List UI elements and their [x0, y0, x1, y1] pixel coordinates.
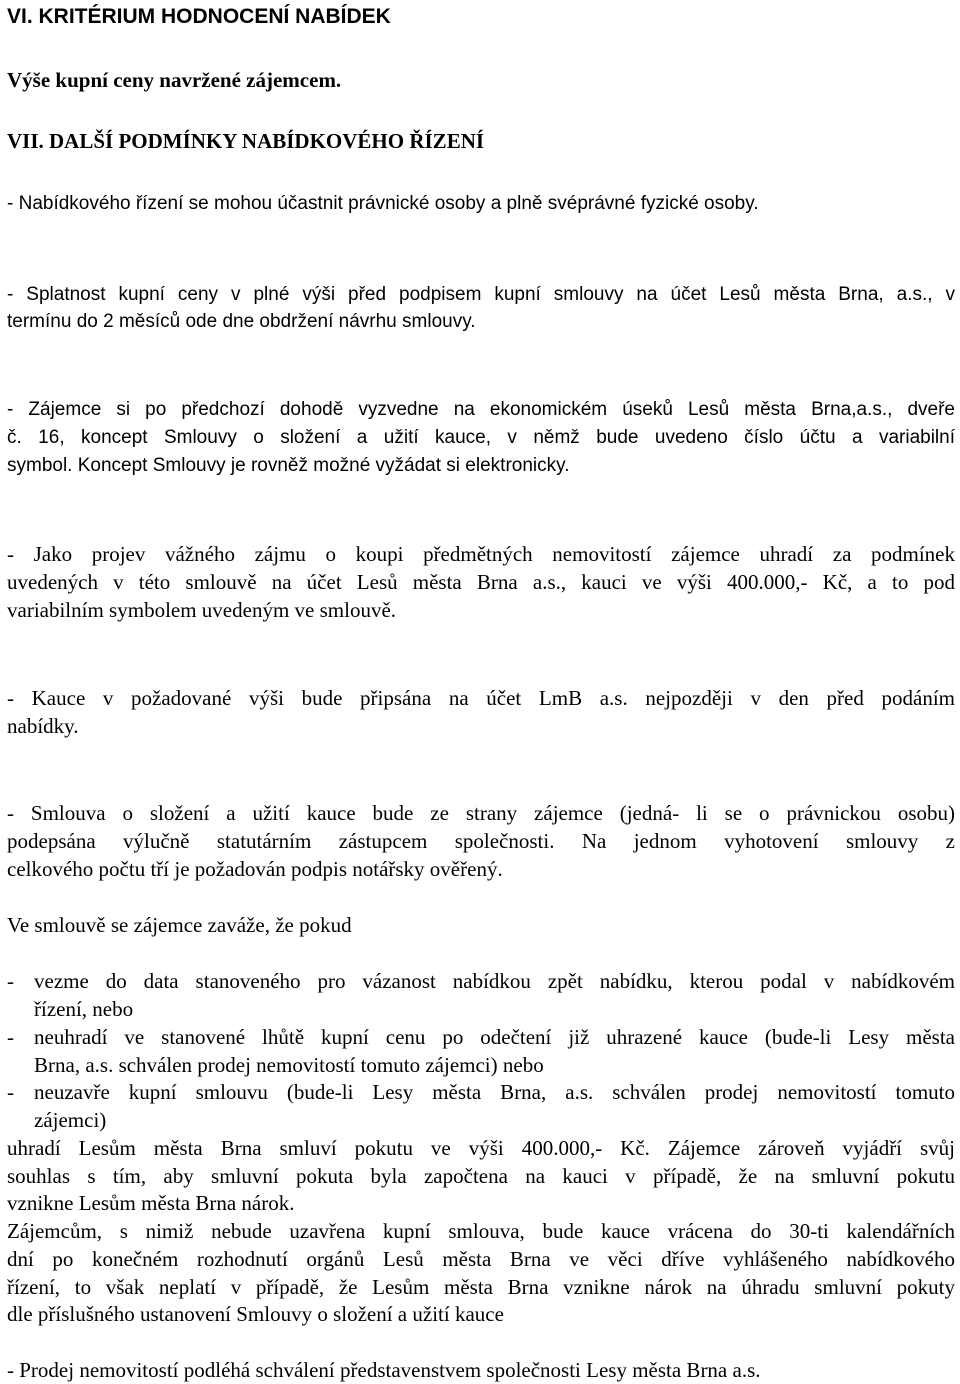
paragraph-refund-line: dle příslušného ustanovení Smlouvy o složení a užití kauce [7, 1302, 504, 1326]
bullet-item-no-contract-line: zájemci) [34, 1108, 107, 1132]
paragraph-refund-line: Zájemcům, s nimiž nebude uzavřena kupní smlouva, bude kauce vrácena do 30-ti kalendářních [7, 1219, 955, 1243]
bullet-item-nonpayment-line: neuhradí ve stanovené lhůtě kupní cenu po odečtení již uhrazené kauce (bude-li Lesy města [34, 1025, 955, 1049]
section-heading-vi: VI. KRITÉRIUM HODNOCENÍ NABÍDEK [7, 5, 391, 28]
paragraph-deposit-credit-line: - Kauce v požadované výši bude připsána na účet LmB a.s. nejpozději v den před podáním [7, 686, 955, 710]
bullet-dash: - [7, 1080, 14, 1104]
section-heading-vii: VII. DALŠÍ PODMÍNKY NABÍDKOVÉHO ŘÍZENÍ [7, 129, 485, 153]
bullet-item-nonpayment-line: Brna, a.s. schválen prodej nemovitostí tomuto zájemci) nebo [34, 1053, 544, 1077]
paragraph-deposit-credit-line: nabídky. [7, 714, 79, 738]
paragraph-penalty-line: uhradí Lesům města Brna smluví pokutu ve výši 400.000,- Kč. Zájemce zároveň vyjádří svůj [7, 1136, 955, 1160]
paragraph-penalty-line: vznikne Lesům města Brna nárok. [7, 1191, 295, 1215]
paragraph-penalty-line: souhlas s tím, aby smluvní pokuta byla započtena na kauci v případě, že na smluvní pokutu [7, 1164, 955, 1188]
paragraph-pickup-line: symbol. Koncept Smlouvy je rovněž možné vyžádat si elektronicky. [7, 455, 570, 476]
paragraph-contract-signing-line: - Smlouva o složení a užití kauce bude ze strany zájemce (jedná- li se o právnickou osobu) [7, 801, 955, 825]
bullet-item-no-contract-line: neuzavře kupní smlouvu (bude-li Lesy města Brna, a.s. schválen prodej nemovitostí tomuto [34, 1080, 955, 1104]
paragraph-deposit-line: uvedených v této smlouvě na účet Lesů města Brna a.s., kauci ve výši 400.000,- Kč, a to pod [7, 570, 955, 594]
paragraph-pickup-line: - Zájemce si po předchozí dohodě vyzvedne na ekonomickém úseků Lesů města Brna,a.s., dveře [7, 399, 955, 420]
paragraph-deposit-line: variabilním symbolem uvedeným ve smlouvě. [7, 598, 397, 622]
paragraph-eligibility: - Nabídkového řízení se mohou účastnit právnické osoby a plně svéprávné fyzické osoby. [7, 193, 759, 214]
paragraph-payment-line: - Splatnost kupní ceny v plné výši před podpisem kupní smlouvy na účet Lesů města Brna, a.s., v [7, 284, 955, 305]
paragraph-payment-line: termínu do 2 měsíců ode dne obdržení návrhu smlouvy. [7, 311, 476, 332]
paragraph-refund-line: dní po konečném rozhodnutí orgánů Lesů města Brna ve věci dříve vyhlášeného nabídkového [7, 1247, 955, 1271]
bullet-dash: - [7, 1025, 14, 1049]
bullet-dash: - [7, 969, 14, 993]
paragraph-pickup-line: č. 16, koncept Smlouvy o složení a užití kauce, v němž bude uvedeno číslo účtu a variabilní [7, 427, 955, 448]
bullet-item-withdrawal-line: vezme do data stanoveného pro vázanost nabídkou zpět nabídku, kterou podal v nabídkovém [34, 969, 955, 993]
paragraph-refund-line: řízení, to však neplatí v případě, že Lesům města Brna vznikne nárok na úhradu smluvní pokuty [7, 1275, 955, 1299]
paragraph-contract-signing-line: podepsána výlučně statutárním zástupcem společnosti. Na jednom vyhotovení smlouvy z [7, 829, 955, 853]
criterion-text: Výše kupní ceny navržené zájemcem. [7, 68, 342, 92]
bullet-item-withdrawal-line: řízení, nebo [34, 997, 134, 1021]
paragraph-obligation-intro: Ve smlouvě se zájemce zaváže, že pokud [7, 913, 352, 937]
paragraph-approval: - Prodej nemovitostí podléhá schválení představenstvem společnosti Lesy města Brna a.s. [7, 1358, 761, 1382]
paragraph-contract-signing-line: celkového počtu tří je požadován podpis notářsky ověřený. [7, 857, 503, 881]
paragraph-deposit-line: - Jako projev vážného zájmu o koupi předmětných nemovitostí zájemce uhradí za podmínek [7, 542, 955, 566]
